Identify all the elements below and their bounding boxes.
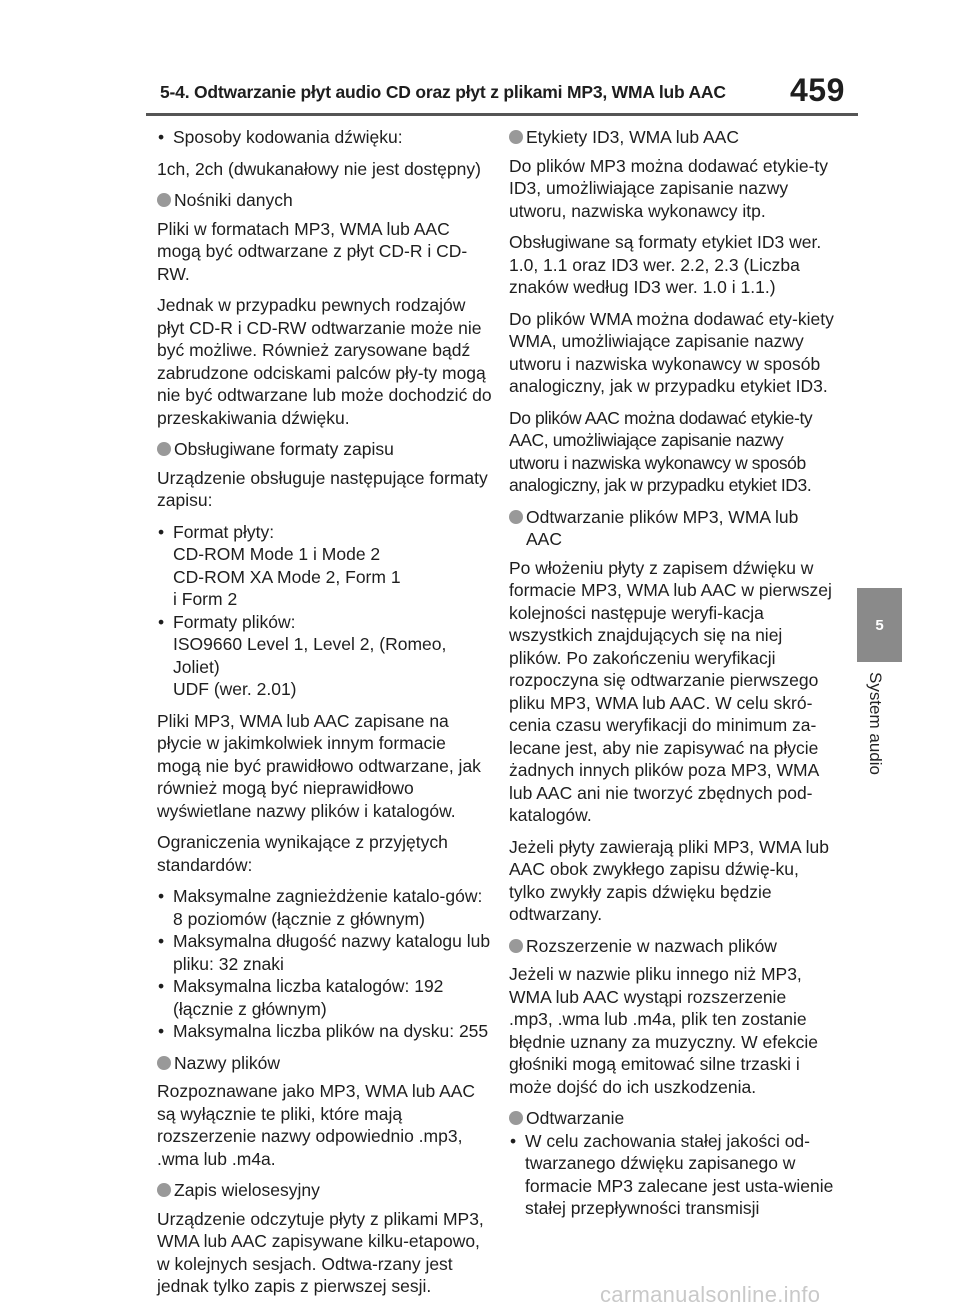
paragraph: Pliki w formatach MP3, WMA lub AAC mogą być odtwarzane z płyt CD-R i CD-RW. xyxy=(157,218,468,284)
section-title: Nośniki danych xyxy=(174,190,293,210)
section-title: Rozszerzenie w nazwach plików xyxy=(526,935,777,956)
intro-list xyxy=(157,126,492,149)
list-item-line: ISO9660 Level 1, Level 2, (Romeo, xyxy=(173,634,447,654)
section-title: Nazwy plików xyxy=(174,1052,280,1073)
paragraph: Po włożeniu płyty z zapisem dźwięku w formacie MP3, WMA lub AAC w pierwszej kolejności następuje weryfi-kacja wszystkich znajdujących się na niej plików. Po zakończeniu weryfikacji rozpoczyna się odtwarzanie pierwszego pliku MP3, WMA lub AAC. W celu skró-cenia czasu weryfikacji do minimum za-lecane jest, aby nie zapisywać na płycie żadnych innych plików poza MP3, WMA lub AAC ani nie tworzyć zbędnych pod-katalogów. xyxy=(509,557,832,825)
chapter-number: 5 xyxy=(875,616,884,634)
watermark-url: carmanualsonline.info xyxy=(600,1282,821,1307)
bullet-dot-icon xyxy=(157,1183,171,1197)
list-item-line: UDF (wer. 2.01) xyxy=(173,679,297,699)
page-number: 459 xyxy=(790,72,845,108)
section-heading xyxy=(509,935,834,958)
bullet-dot-icon xyxy=(157,193,171,207)
section-heading xyxy=(509,126,834,149)
list-item: • Sposoby kodowania dźwięku: xyxy=(157,126,492,149)
section-title: Etykiety ID3, WMA lub AAC xyxy=(526,127,739,147)
bullet-dot-icon xyxy=(509,130,523,144)
format-list xyxy=(157,521,492,701)
section-heading xyxy=(509,1107,834,1130)
list-item: • Maksymalne zagnieżdżenie katalo-gów: 8 poziomów (łącznie z głównym) xyxy=(157,885,492,930)
bullet-dot-icon xyxy=(509,1111,523,1125)
paragraph: Ograniczenia wynikające z przyjętych standardów: xyxy=(157,832,448,875)
paragraph: Rozpoznawane jako MP3, WMA lub AAC są wyłącznie te pliki, które mają rozszerzenie nazwy odpowiednio .mp3, .wma lub .m4a. xyxy=(157,1081,476,1169)
list-item xyxy=(157,611,492,701)
list-item-label: • Formaty plików: xyxy=(173,611,296,632)
paragraph: Do plików MP3 można dodawać etykie-ty ID3, umożliwiające zapisanie nazwy utworu, nazwiska wykonawcy itp. xyxy=(509,155,829,221)
list-item-label: • Format płyty: xyxy=(173,521,275,542)
list-item-line: CD-ROM Mode 1 i Mode 2 xyxy=(173,544,381,564)
list-item xyxy=(157,521,492,611)
chapter-label: System audio xyxy=(866,672,885,775)
list-item: • Maksymalna długość nazwy katalogu lub pliku: 32 znaki xyxy=(157,930,492,975)
bullet-dot-icon xyxy=(509,939,523,953)
paragraph: Obsługiwane są formaty etykiet ID3 wer. 1.0, 1.1 oraz ID3 wer. 2.2, 2.3 (Liczba znaków według ID3 wer. 1.0 i 1.1.) xyxy=(509,232,822,297)
section-title: Zapis wielosesyjny xyxy=(174,1180,320,1200)
header-rule xyxy=(146,113,858,116)
list-item: • Maksymalna liczba katalogów: 192 (łącznie z głównym) xyxy=(157,975,492,1020)
bullet-dot-icon xyxy=(157,442,171,456)
page-header-title: 5-4. Odtwarzanie płyt audio CD oraz płyt z plikami MP3, WMA lub AAC xyxy=(160,82,726,102)
paragraph: Do plików AAC można dodawać etykie-ty AAC, umożliwiające zapisanie nazwy utworu i nazwiska wykonawcy w sposób analogiczny, jak w przypadku etykiet ID3. xyxy=(509,407,813,495)
section-title: Obsługiwane formaty zapisu xyxy=(174,439,394,459)
paragraph: Urządzenie odczytuje płyty z plikami MP3, WMA lub AAC zapisywane kilku-etapowo, w kolejnych sesjach. Odtwa-rzany jest jednak tylko zapis z pierwszej sesji. xyxy=(157,1208,484,1296)
paragraph: Jednak w przypadku pewnych rodzajów płyt CD-R i CD-RW odtwarzanie może nie być możliwe. Również zarysowane bądź zabrudzone odciskami palców pły-ty mogą nie być odtwarzane lub może dochodzić do przeskakiwania dźwięku. xyxy=(157,295,492,428)
paragraph: Urządzenie obsługuje następujące formaty zapisu: xyxy=(157,467,488,510)
paragraph: Jeżeli w nazwie pliku innego niż MP3, WMA lub AAC wystąpi rozszerzenie .mp3, .wma lub .m4a, plik ten zostanie błędnie uznany za muzyczny. W efekcie głośniki mogą emitować silne trzaski i może dojść do ich uszkodzenia. xyxy=(509,964,818,1097)
section-heading xyxy=(157,1179,492,1202)
section-heading xyxy=(157,438,492,461)
playback-list xyxy=(509,1130,834,1220)
section-title: Odtwarzanie xyxy=(526,1108,625,1128)
section-heading xyxy=(509,506,834,551)
bullet-dot-icon xyxy=(157,1056,171,1070)
chapter-tab xyxy=(857,588,902,662)
list-item: • W celu zachowania stałej jakości od-twarzanego dźwięku zapisanego w formacie MP3 zalecane jest usta-wienie stałej przepływności transmisji xyxy=(509,1130,834,1220)
left-column xyxy=(157,126,492,1307)
paragraph: Pliki MP3, WMA lub AAC zapisane na płycie w jakimkolwiek innym formacie mogą nie być prawidłowo odtwarzane, jak również mogą być nieprawidłowo wyświetlane nazwy plików i katalogów. xyxy=(157,710,481,821)
list-item-line: Joliet) xyxy=(173,656,220,677)
paragraph: 1ch, 2ch (dwukanałowy nie jest dostępny) xyxy=(157,158,481,179)
paragraph: Do plików WMA można dodawać ety-kiety WMA, umożliwiające zapisanie nazwy utworu i nazwiska wykonawcy w sposób analogiczny, jak w przypadku etykiet ID3. xyxy=(509,308,834,396)
section-title: Odtwarzanie plików MP3, WMA lub AAC xyxy=(526,506,799,549)
right-column xyxy=(509,126,834,1229)
bullet-dot-icon xyxy=(509,510,523,524)
list-item-line: i Form 2 xyxy=(173,589,238,609)
list-item: • Maksymalna liczba plików na dysku: 255 xyxy=(157,1020,492,1043)
section-heading xyxy=(157,189,492,212)
limits-list xyxy=(157,885,492,1043)
paragraph: Jeżeli płyty zawierają pliki MP3, WMA lub AAC obok zwykłego zapisu dźwię-ku, tylko zwykły zapis dźwięku będzie odtwarzany. xyxy=(509,836,829,924)
section-heading xyxy=(157,1052,492,1075)
list-item-line: CD-ROM XA Mode 2, Form 1 xyxy=(173,566,401,587)
